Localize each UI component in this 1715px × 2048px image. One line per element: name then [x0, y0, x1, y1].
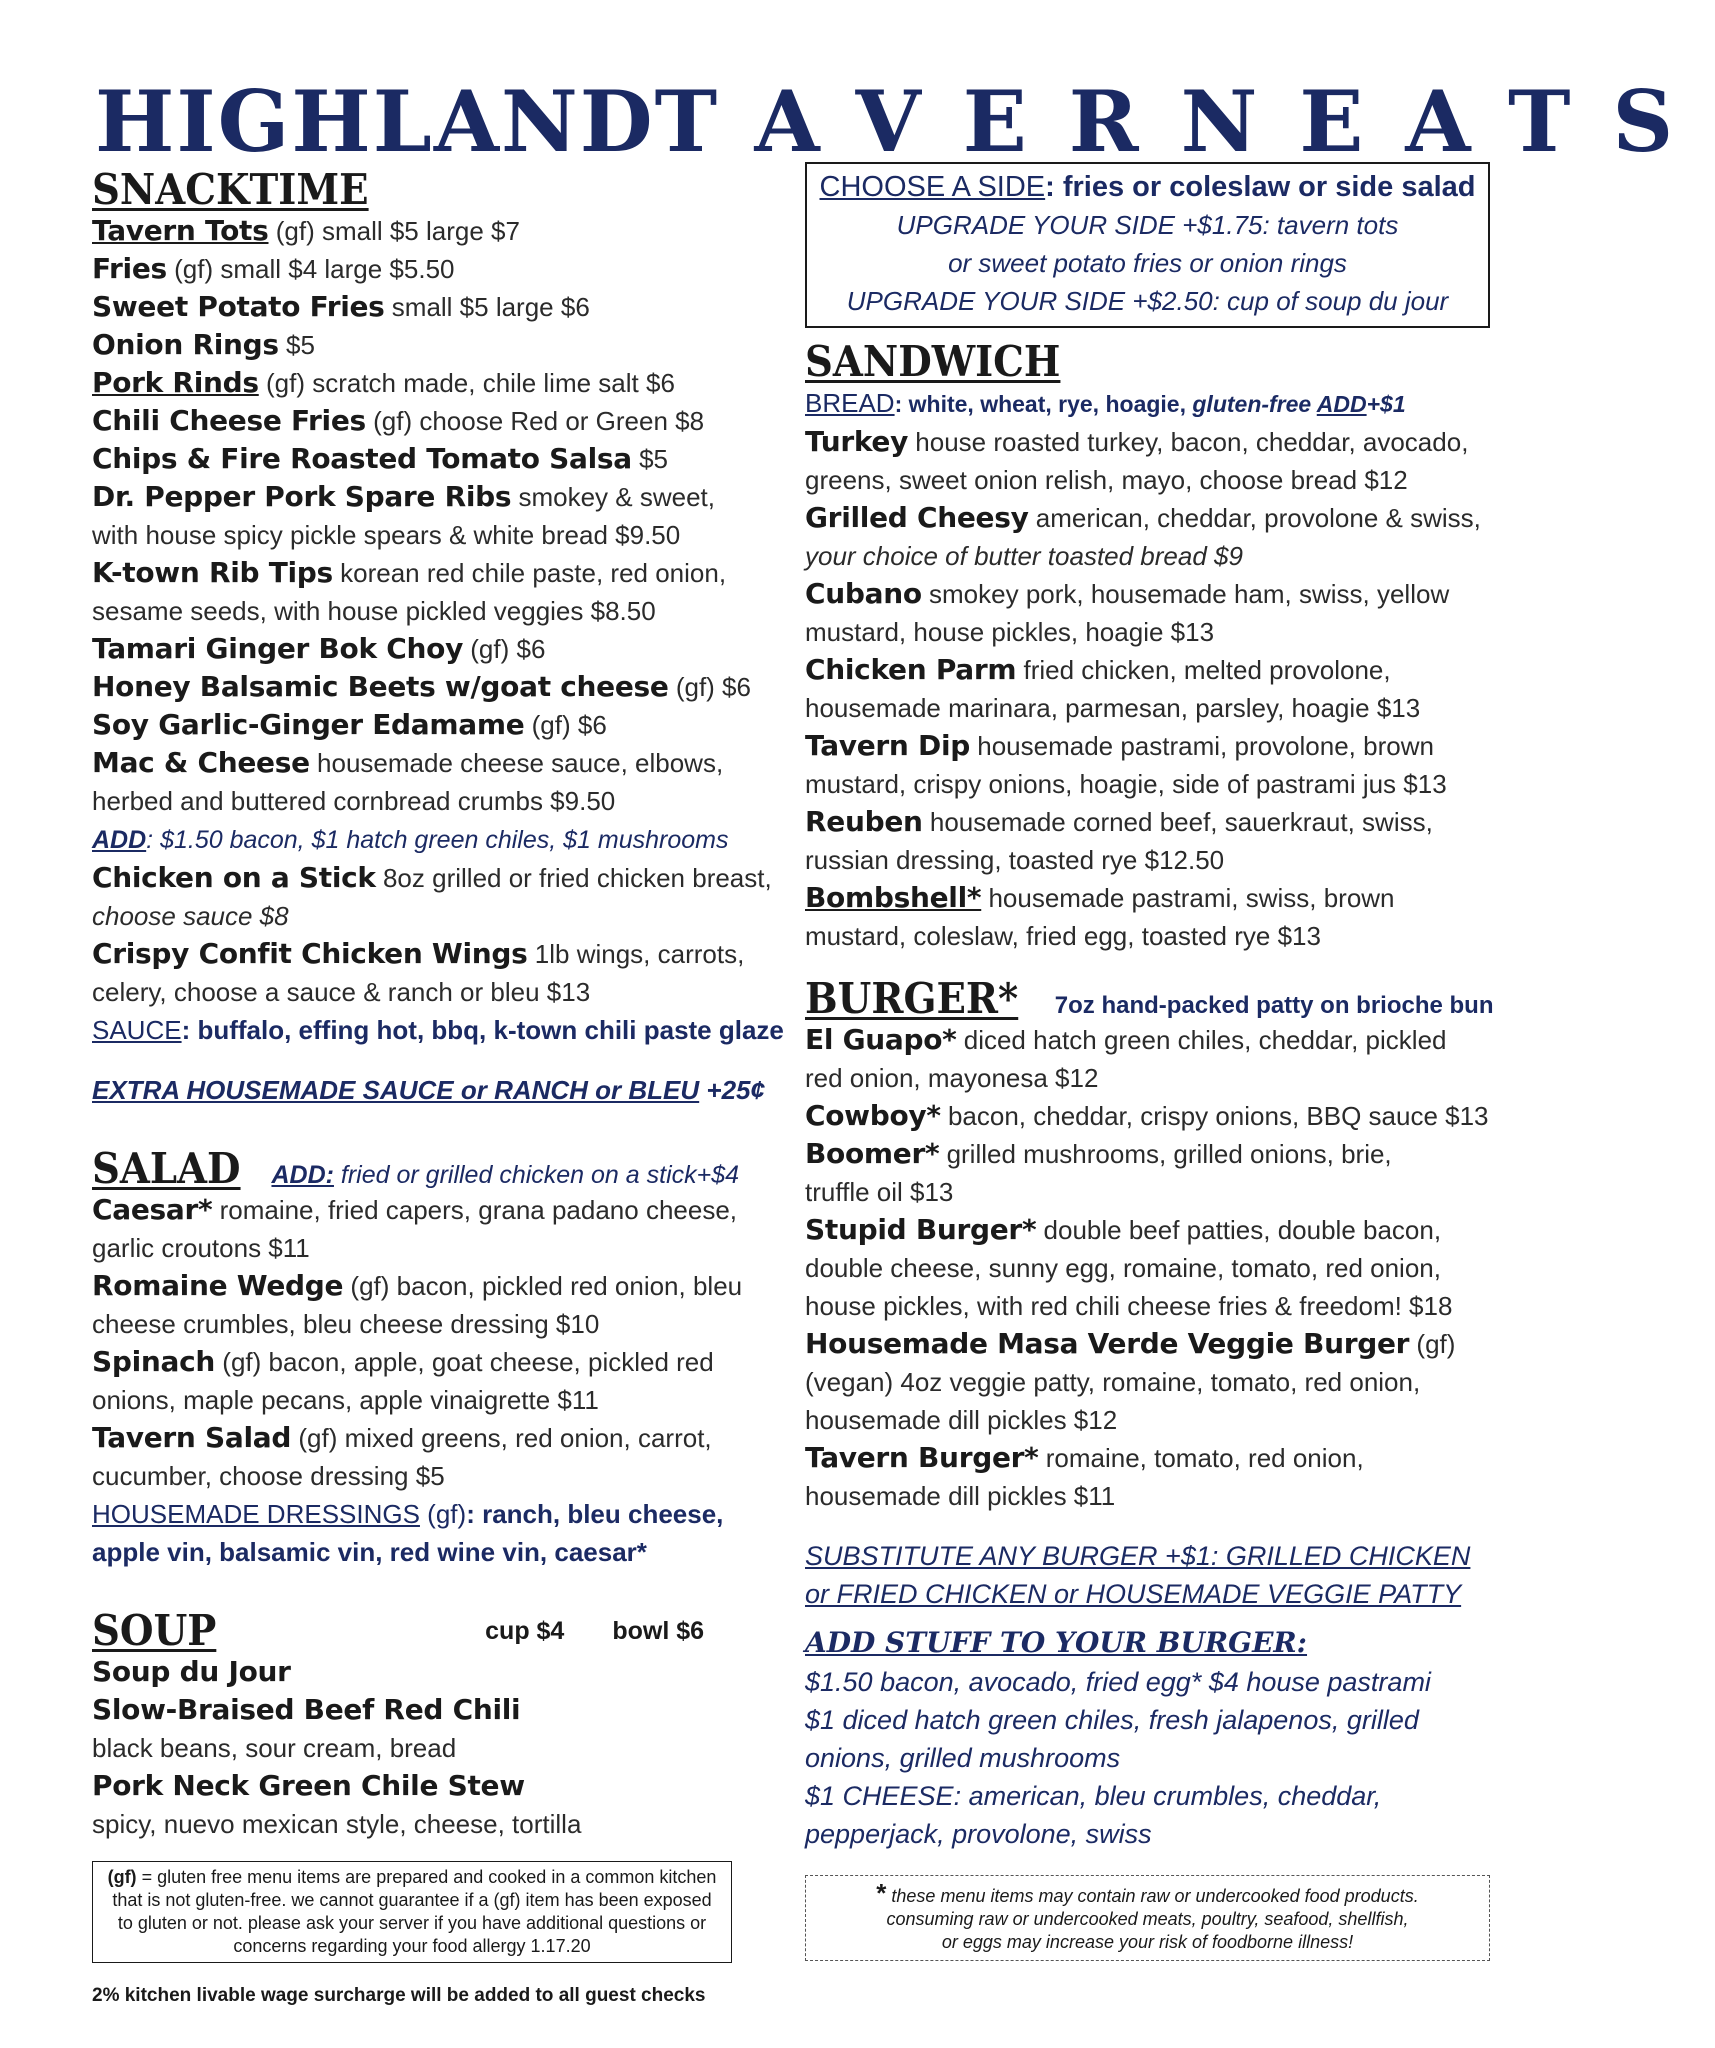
sauce-label: SAUCE [92, 1015, 182, 1046]
snacktime-list-2 [92, 859, 782, 1011]
snack-item-name: Tavern Tots [92, 214, 269, 248]
snack-add-text: : $1.50 bacon, $1 hatch green chiles, $1 mushrooms [146, 826, 729, 855]
bread-price: +$1 [1366, 391, 1406, 418]
soup-item [92, 1805, 782, 1843]
snack-item-desc: korean red chile paste, red onion, [332, 558, 727, 589]
sandwich-item [805, 651, 1495, 689]
burger-item-desc: red onion, mayonesa $12 [805, 1063, 1099, 1094]
snack-item [92, 935, 782, 973]
choose-side-text: : fries or coleslaw or side salad [1045, 171, 1476, 203]
dressings-line [92, 1495, 782, 1533]
burger-item-desc: bacon, cheddar, crispy onions, BBQ sauce $13 [940, 1101, 1489, 1132]
burger-item [805, 1173, 1495, 1211]
snack-item-desc: (gf) choose Red or Green $8 [365, 406, 705, 437]
snack-item-name: Chips & Fire Roasted Tomato Salsa [92, 442, 632, 476]
snack-item-desc: small $5 large $6 [384, 292, 590, 323]
choose-side-label: CHOOSE A SIDE [819, 171, 1046, 203]
salad-item [92, 1229, 782, 1267]
substitute-line-1 [805, 1537, 1495, 1575]
substitute-line-2 [805, 1575, 1495, 1613]
snack-item [92, 706, 782, 744]
choose-side-line [817, 168, 1478, 206]
snack-item [92, 364, 782, 402]
raw-warning-star: * [876, 1878, 887, 1909]
burger-item [805, 1021, 1495, 1059]
bread-gf: gluten-free [1192, 391, 1317, 418]
burger-item-desc: diced hatch green chiles, cheddar, pickled [956, 1025, 1447, 1056]
raw-warning-l3: or eggs may increase your risk of foodborne illness! [941, 1932, 1354, 1953]
snack-item-desc: $5 [278, 330, 315, 361]
soup-item [92, 1691, 782, 1729]
snack-item-name: Soy Garlic-Ginger Edamame [92, 708, 525, 742]
snack-item [92, 668, 782, 706]
sandwich-item [805, 537, 1495, 575]
burger-item-desc: grilled mushrooms, grilled onions, brie, [939, 1139, 1392, 1170]
burger-item-desc: truffle oil $13 [805, 1177, 954, 1208]
sauce-text: : buffalo, effing hot, bbq, k-town chili paste glaze [181, 1015, 784, 1046]
gluten-free-notice [92, 1861, 732, 1963]
sandwich-item-desc: greens, sweet onion relish, mayo, choose bread $12 [805, 465, 1408, 496]
burger-add-on-line: pepperjack, provolone, swiss [805, 1819, 1152, 1850]
burger-list [805, 1021, 1495, 1515]
snack-item [92, 782, 782, 820]
snack-item [92, 250, 782, 288]
burger-add-ons [805, 1663, 1495, 1853]
right-column [805, 162, 1495, 1961]
snack-item-name: Crispy Confit Chicken Wings [92, 937, 528, 971]
gf-notice-bold: (gf) [107, 1867, 137, 1888]
burger-add-on-line: $1 diced hatch green chiles, fresh jalapenos, grilled [805, 1705, 1419, 1736]
bread-label: BREAD [805, 388, 895, 419]
salad-item [92, 1419, 782, 1457]
upgrade-side-1: UPGRADE YOUR SIDE +$1.75: tavern tots [896, 210, 1399, 240]
substitute-text-1: SUBSTITUTE ANY BURGER +$1: GRILLED CHICKEN [805, 1541, 1471, 1572]
burger-item [805, 1135, 1495, 1173]
sandwich-item [805, 499, 1495, 537]
raw-warning-l2: consuming raw or undercooked meats, poultry, seafood, shellfish, [886, 1909, 1409, 1930]
burger-add-on-line: $1.50 bacon, avocado, fried egg* $4 house pastrami [805, 1667, 1431, 1698]
salad-item-name: Romaine Wedge [92, 1269, 344, 1303]
snack-item-desc: sesame seeds, with house pickled veggies $8.50 [92, 596, 656, 627]
left-column [92, 165, 784, 2007]
salad-item-desc: (gf) mixed greens, red onion, carrot, [291, 1423, 712, 1454]
soup-item-name: Pork Neck Green Chile Stew [92, 1769, 525, 1803]
snack-item [92, 744, 782, 782]
snack-item-name: Pork Rinds [92, 366, 259, 400]
salad-item-desc: onions, maple pecans, apple vinaigrette $11 [92, 1385, 599, 1416]
salad-item-desc: (gf) bacon, pickled red onion, bleu [343, 1271, 743, 1302]
snack-item-desc: celery, choose a sauce & ranch or bleu $13 [92, 977, 591, 1008]
sandwich-item-desc: mustard, coleslaw, fried egg, toasted rye $13 [805, 921, 1321, 952]
sandwich-heading: SANDWICH [805, 337, 1061, 386]
soup-heading: SOUP [92, 1606, 217, 1656]
extra-sauce-line [92, 1071, 782, 1109]
dressings-label: HOUSEMADE DRESSINGS [92, 1499, 420, 1530]
sandwich-item-desc: house roasted turkey, bacon, cheddar, avocado, [908, 427, 1469, 458]
salad-item-desc: cheese crumbles, bleu cheese dressing $10 [92, 1309, 600, 1340]
substitute-text-2: or FRIED CHICKEN or HOUSEMADE VEGGIE PATTY [805, 1579, 1462, 1610]
burger-item-name: Tavern Burger* [805, 1441, 1039, 1475]
sandwich-item-name: Turkey [805, 425, 909, 459]
snack-item-name: Honey Balsamic Beets w/goat cheese [92, 670, 669, 704]
add-stuff-heading: ADD STUFF TO YOUR BURGER: [805, 1626, 1308, 1660]
snacktime-list [92, 212, 782, 820]
raw-food-warning [805, 1875, 1490, 1961]
burger-item-desc: double beef patties, double bacon, [1036, 1215, 1442, 1246]
sandwich-item-desc: housemade pastrami, swiss, brown [981, 883, 1395, 914]
sandwich-list [805, 423, 1495, 955]
sandwich-item-name: Cubano [805, 577, 922, 611]
wage-surcharge-note: 2% kitchen livable wage surcharge will be added to all guest checks [92, 1985, 706, 2007]
burger-item [805, 1439, 1495, 1477]
sandwich-item [805, 841, 1495, 879]
sandwich-item-desc: mustard, house pickles, hoagie $13 [805, 617, 1215, 648]
burger-add-on-line: onions, grilled mushrooms [805, 1743, 1121, 1774]
sandwich-item-name: Tavern Dip [805, 729, 971, 763]
salad-item [92, 1191, 782, 1229]
snack-add-label: ADD [92, 826, 147, 855]
snack-item [92, 897, 782, 935]
burger-item-desc: romaine, tomato, red onion, [1038, 1443, 1364, 1474]
soup-header [92, 1606, 782, 1656]
sandwich-item-name: Bombshell* [805, 881, 982, 915]
snack-item-desc: (gf) small $4 large $5.50 [166, 254, 455, 285]
salad-item-desc: garlic croutons $11 [92, 1233, 310, 1264]
burger-item-name: El Guapo* [805, 1023, 957, 1057]
burger-item-desc: housemade dill pickles $11 [805, 1481, 1116, 1512]
burger-item [805, 1401, 1495, 1439]
snack-item-desc: choose sauce $8 [92, 901, 289, 932]
soup-list [92, 1653, 782, 1843]
burger-item-desc: housemade dill pickles $12 [805, 1405, 1118, 1436]
bread-text: : white, wheat, rye, hoagie, [894, 391, 1193, 418]
dressings-line-2 [92, 1533, 782, 1571]
snack-item-name: Chicken on a Stick [92, 861, 376, 895]
bread-line [805, 384, 1495, 423]
snack-item [92, 478, 782, 516]
gf-notice-text: = gluten free menu items are prepared and cooked in a common kitchen that is not gluten-free. we cannot guarantee if a (gf) item has been exposed to gluten or not. please ask your server if you have additional questions or concerns regarding your food allergy 1.17.20 [112, 1867, 717, 1957]
burger-item-name: Housemade Masa Verde Veggie Burger [805, 1327, 1410, 1361]
snack-item-desc: 8oz grilled or fried chicken breast, [375, 863, 772, 894]
salad-item-desc: romaine, fried capers, grana padano cheese, [212, 1195, 738, 1226]
snack-item [92, 554, 782, 592]
salad-item-desc: (gf) bacon, apple, goat cheese, pickled red [215, 1347, 714, 1378]
burger-item [805, 1477, 1495, 1515]
salad-item [92, 1381, 782, 1419]
burger-item-name: Cowboy* [805, 1099, 941, 1133]
salad-item-name: Tavern Salad [92, 1421, 292, 1455]
salad-item [92, 1457, 782, 1495]
sandwich-item [805, 689, 1495, 727]
salad-item-name: Caesar* [92, 1193, 213, 1227]
burger-add-on-line: $1 CHEESE: american, bleu crumbles, cheddar, [805, 1781, 1382, 1812]
snack-item-desc: housemade cheese sauce, elbows, [309, 748, 724, 779]
burger-heading: BURGER* [805, 974, 1019, 1024]
raw-warning-l1: these menu items may contain raw or undercooked food products. [886, 1886, 1419, 1907]
salad-item [92, 1343, 782, 1381]
snack-item [92, 592, 782, 630]
sandwich-item-desc: housemade corned beef, sauerkraut, swiss, [922, 807, 1433, 838]
snack-add-line [92, 820, 782, 859]
snack-item [92, 288, 782, 326]
snack-item-desc: (gf) scratch made, chile lime salt $6 [258, 368, 675, 399]
snack-item-name: Fries [92, 252, 167, 286]
burger-item-name: Stupid Burger* [805, 1213, 1037, 1247]
upgrade-side-1b: or sweet potato fries or onion rings [948, 248, 1347, 278]
burger-item-desc: double cheese, sunny egg, romaine, tomato, red onion, [805, 1253, 1441, 1284]
soup-item-name: Soup du Jour [92, 1655, 291, 1689]
choose-side-box [805, 162, 1490, 328]
salad-list [92, 1191, 782, 1495]
burger-item [805, 1097, 1495, 1135]
dressings-gf: (gf) [419, 1499, 467, 1530]
salad-item [92, 1305, 782, 1343]
menu-title [95, 72, 1715, 171]
title-word-tavern: TAVERN [654, 72, 1300, 171]
soup-bowl-price: bowl $6 [612, 1616, 705, 1645]
snack-item-desc: with house spicy pickle spears & white bread $9.50 [92, 520, 681, 551]
snack-item-name: K-town Rib Tips [92, 556, 333, 590]
snack-item-name: Tamari Ginger Bok Choy [92, 632, 464, 666]
snack-item-name: Chili Cheese Fries [92, 404, 366, 438]
snack-item-desc: 1lb wings, carrots, [527, 939, 745, 970]
sandwich-item-name: Reuben [805, 805, 923, 839]
salad-item-name: Spinach [92, 1345, 216, 1379]
burger-item [805, 1363, 1495, 1401]
soup-item-desc: black beans, sour cream, bread [92, 1733, 457, 1764]
salad-header [92, 1144, 782, 1194]
sandwich-item-desc: housemade marinara, parmesan, parsley, hoagie $13 [805, 693, 1421, 724]
sandwich-item [805, 765, 1495, 803]
salad-add-label: ADD: [271, 1161, 334, 1190]
sandwich-item [805, 803, 1495, 841]
snack-item-name: Onion Rings [92, 328, 279, 362]
snack-item-name: Sweet Potato Fries [92, 290, 385, 324]
snack-item-desc: smokey & sweet, [511, 482, 715, 513]
sandwich-item-desc: your choice of butter toasted bread $9 [805, 541, 1243, 572]
burger-item [805, 1249, 1495, 1287]
sandwich-item-desc: russian dressing, toasted rye $12.50 [805, 845, 1225, 876]
snack-item-name: Dr. Pepper Pork Spare Ribs [92, 480, 512, 514]
soup-item-desc: spicy, nuevo mexican style, cheese, tortilla [92, 1809, 582, 1840]
snack-item [92, 630, 782, 668]
soup-item [92, 1767, 782, 1805]
sandwich-item-desc: fried chicken, melted provolone, [1016, 655, 1391, 686]
burger-item-desc: (vegan) 4oz veggie patty, romaine, tomato, red onion, [805, 1367, 1421, 1398]
snack-item-name: Mac & Cheese [92, 746, 310, 780]
snack-item [92, 859, 782, 897]
sandwich-item [805, 575, 1495, 613]
snack-item [92, 402, 782, 440]
snack-item-desc: (gf) $6 [524, 710, 607, 741]
sauce-line [92, 1011, 782, 1049]
snacktime-heading: SNACKTIME [92, 165, 369, 214]
burger-note: 7oz hand-packed patty on brioche bun [1054, 992, 1494, 1020]
sandwich-item-name: Grilled Cheesy [805, 501, 1029, 535]
sandwich-item [805, 727, 1495, 765]
burger-item-desc: (gf) [1409, 1329, 1456, 1360]
salad-heading: SALAD [92, 1144, 241, 1194]
burger-item [805, 1059, 1495, 1097]
sandwich-item [805, 423, 1495, 461]
salad-item-desc: cucumber, choose dressing $5 [92, 1461, 445, 1492]
sandwich-item-name: Chicken Parm [805, 653, 1017, 687]
burger-item [805, 1325, 1495, 1363]
soup-prices [485, 1617, 704, 1646]
sandwich-item [805, 461, 1495, 499]
burger-item [805, 1287, 1495, 1325]
snack-item [92, 326, 782, 364]
sandwich-item-desc: housemade pastrami, provolone, brown [970, 731, 1434, 762]
title-word-highland: HIGHLAND [95, 72, 655, 171]
burger-item [805, 1211, 1495, 1249]
extra-sauce-price: +25¢ [699, 1075, 765, 1106]
salad-item [92, 1267, 782, 1305]
sandwich-item [805, 613, 1495, 651]
dressings-text: : ranch, bleu cheese, [466, 1499, 724, 1530]
sandwich-item-desc: smokey pork, housemade ham, swiss, yellow [921, 579, 1450, 610]
sandwich-item [805, 917, 1495, 955]
sandwich-item [805, 879, 1495, 917]
snack-item [92, 516, 782, 554]
snack-item [92, 212, 782, 250]
soup-item [92, 1653, 782, 1691]
burger-header [805, 974, 1495, 1024]
snack-item-desc: $5 [631, 444, 669, 475]
sandwich-item-desc: american, cheddar, provolone & swiss, [1028, 503, 1481, 534]
snack-item-desc: herbed and buttered cornbread crumbs $9.50 [92, 786, 616, 817]
burger-item-name: Boomer* [805, 1137, 940, 1171]
salad-add-text: fried or grilled chicken on a stick+$4 [333, 1161, 740, 1190]
snack-item [92, 973, 782, 1011]
title-word-eats: EATS [1299, 72, 1715, 171]
snack-item [92, 440, 782, 478]
sandwich-item-desc: mustard, crispy onions, hoagie, side of pastrami jus $13 [805, 769, 1447, 800]
upgrade-side-2: UPGRADE YOUR SIDE +$2.50: cup of soup du jour [846, 286, 1449, 316]
bread-add: ADD [1316, 391, 1367, 418]
snack-item-desc: (gf) small $5 large $7 [268, 216, 520, 247]
soup-item-name: Slow-Braised Beef Red Chili [92, 1693, 521, 1727]
burger-item-desc: house pickles, with red chili cheese fries & freedom! $18 [805, 1291, 1453, 1322]
extra-sauce-text: EXTRA HOUSEMADE SAUCE or RANCH or BLEU [92, 1075, 700, 1106]
snack-item-desc: (gf) $6 [668, 672, 751, 703]
soup-item [92, 1729, 782, 1767]
soup-cup-price: cup $4 [485, 1616, 565, 1645]
snack-item-desc: (gf) $6 [463, 634, 546, 665]
dressings-text-2: apple vin, balsamic vin, red wine vin, caesar* [92, 1537, 647, 1568]
